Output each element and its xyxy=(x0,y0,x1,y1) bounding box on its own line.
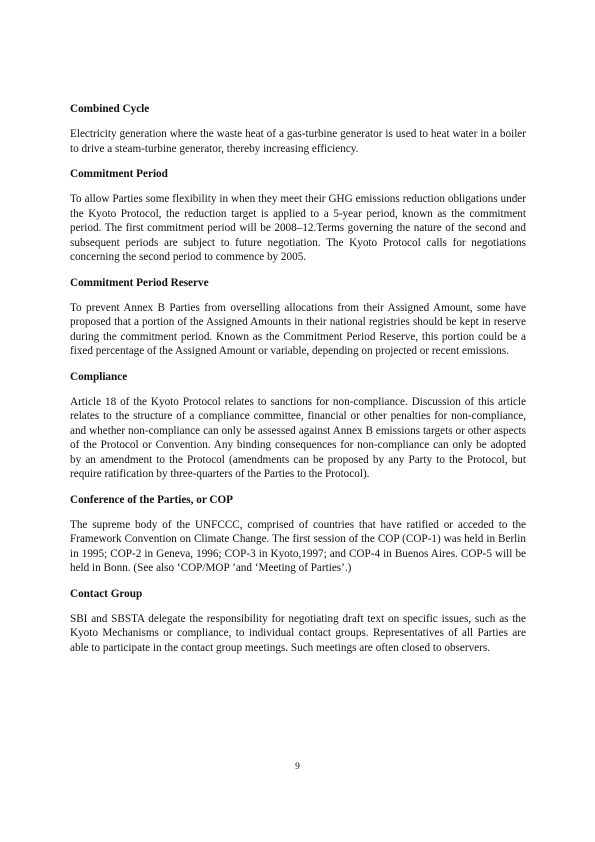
term-definition: SBI and SBSTA delegate the responsibility for negotiating draft text on specific issues, such as the Kyoto Mechanisms or compliance, to individual contact groups. Representatives of all Parties are able to participate in the contact group meetings. Such meetings are often closed to observers. xyxy=(70,612,526,654)
term-definition: The supreme body of the UNFCCC, comprised of countries that have ratified or acceded to the Framework Convention on Climate Change. The first session of the COP (COP-1) was held in Berlin in 1995; COP-2 in Geneva, 1996; COP-3 in Kyoto,1997; and COP-4 in Buenos Aires. COP-5 will be held in Bonn. (See also ‘COP/MOP ’and ‘Meeting of Parties’.) xyxy=(70,518,526,574)
term-heading: Contact Group xyxy=(70,587,143,600)
glossary-entry-commitment-period-reserve xyxy=(70,277,526,359)
term-definition: Article 18 of the Kyoto Protocol relates to sanctions for non-compliance. Discussion of this article relates to the structure of a compliance committee, financial or other penalties for non-compliance, and whether non-compliance can only be assessed against Annex B emissions targets or other aspects of the Protocol or Convention. Any binding consequences for non-compliance can only be adopted by an amendment to the Protocol (amendments can be proposed by any Party to the Protocol, but require ratification by three-quarters of the Parties to the Protocol). xyxy=(70,395,526,480)
glossary-entry-combined-cycle xyxy=(70,103,526,156)
page-number: 9 xyxy=(295,762,300,772)
term-heading: Conference of the Parties, or COP xyxy=(70,493,233,506)
glossary-entry-commitment-period xyxy=(70,168,526,265)
term-definition: To prevent Annex B Parties from overselling allocations from their Assigned Amount, some have proposed that a portion of the Assigned Amounts in their national registries should be kept in reserve during the commitment period. Known as the Commitment Period Reserve, this portion could be a fixed percentage of the Assigned Amount or variable, depending on projected or recent emissions. xyxy=(70,301,526,357)
term-definition: Electricity generation where the waste heat of a gas-turbine generator is used to heat water in a boiler to drive a steam-turbine generator, thereby increasing efficiency. xyxy=(70,128,526,155)
term-heading: Commitment Period xyxy=(70,168,168,180)
term-heading: Combined Cycle xyxy=(70,103,150,115)
term-heading: Compliance xyxy=(70,370,128,383)
glossary-entry-contact-group xyxy=(70,588,526,656)
glossary-page xyxy=(70,103,526,667)
glossary-entry-conference-of-the-parties xyxy=(70,494,526,576)
term-definition: To allow Parties some flexibility in when they meet their GHG emissions reduction obligations under the Kyoto Protocol, the reduction target is applied to a 5-year period, known as the commitment period. The first commitment period will be 2008–12.Terms governing the nature of the second and subsequent periods are subject to future negotiation. The Kyoto Protocol calls for negotiations concerning the second period to commence by 2005. xyxy=(70,193,526,263)
glossary-entry-compliance xyxy=(70,371,526,482)
term-heading: Commitment Period Reserve xyxy=(70,276,209,289)
